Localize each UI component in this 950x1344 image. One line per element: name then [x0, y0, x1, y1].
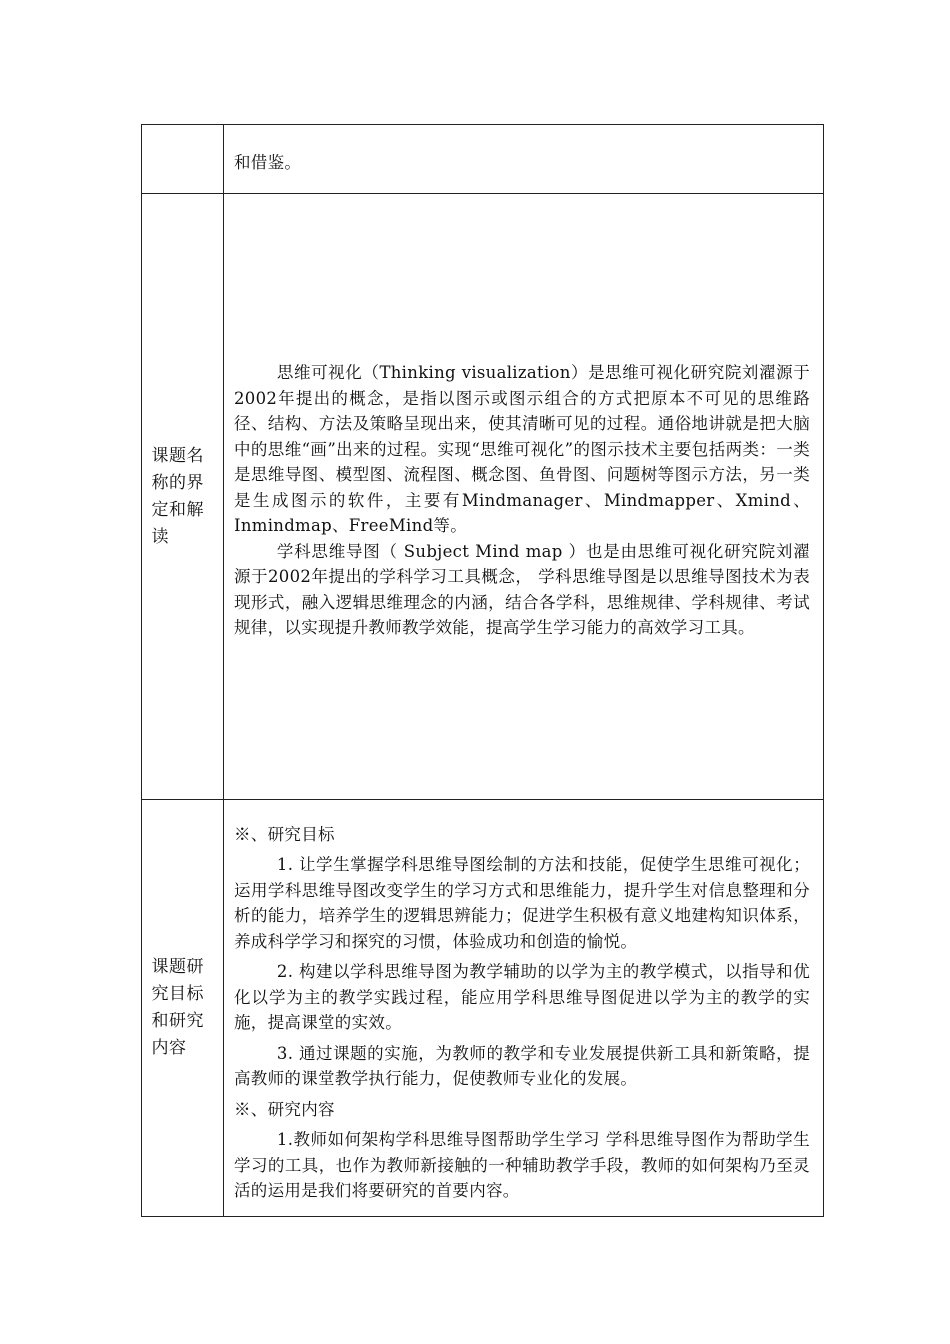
table-row — [142, 800, 824, 1217]
continuation-text: 和借鉴。 — [234, 153, 302, 173]
research-goal-item: 1. 让学生掌握学科思维导图绘制的方法和技能，促使学生思维可视化；运用学科思维导图改变学生的学习方式和思维能力，提升学生对信息整理和分析的能力，培养学生的逻辑思辨能力；促进学生积极有意义地建构知识体系，养成科学学习和探究的习惯，体验成功和创造的愉悦。 — [234, 855, 810, 951]
row-content-cell — [224, 125, 824, 194]
research-content-item: 1.教师如何架构学科思维导图帮助学生学习 学科思维导图作为帮助学生学习的工具，也作为教师新接触的一种辅助教学手段，教师的如何架构乃至灵活的运用是我们将要研究的首要内容。 — [234, 1130, 810, 1200]
table-row — [142, 194, 824, 800]
research-content-heading: ※、研究内容 — [234, 1099, 335, 1119]
research-goal-item: 2. 构建以学科思维导图为教学辅助的以学为主的教学模式，以指导和优化以学为主的教学实践过程，能应用学科思维导图促进以学为主的教学的实施，提高课堂的实效。 — [234, 962, 810, 1032]
row-content-cell — [224, 800, 824, 1217]
research-goals-label: 课题研究目标和研究内容 — [151, 957, 204, 1058]
row-label-cell — [142, 194, 224, 800]
research-goals-heading: ※、研究目标 — [234, 824, 335, 844]
table-row — [142, 125, 824, 194]
subject-mind-map-paragraph: 学科思维导图（ Subject Mind map ）也是由思维可视化研究院刘濯源于2002年提出的学科学习工具概念， 学科思维导图是以思维导图技术为表现形式，融入逻辑思维理念的内涵，结合各学科，思维规律、学科规律、考试规律，以实现提升教师教学效能，提高学生学习能力的高效学习工具。 — [234, 541, 810, 638]
title-definition-label: 课题名称的界定和解读 — [151, 445, 204, 547]
research-proposal-table — [141, 124, 824, 1217]
thinking-visualization-paragraph: 思维可视化（Thinking visualization）是思维可视化研究院刘濯源于2002年提出的概念，是指以图示或图示组合的方式把原本不可见的思维路径、结构、方法及策略呈现出来，使其清晰可见的过程。通俗地讲就是把大脑中的思维“画”出来的过程。实现“思维可视化”的图示技术主要包括两类：一类是思维导图、模型图、流程图、概念图、鱼骨图、问题树等图示方法，另一类是生成图示的软件，主要有Mindmanager、Mindmapper、Xmind、Inmindmap、FreeMind等。 — [234, 363, 810, 536]
row-content-cell — [224, 194, 824, 800]
research-goal-item: 3. 通过课题的实施，为教师的教学和专业发展提供新工具和新策略，提高教师的课堂教学执行能力，促使教师专业化的发展。 — [234, 1043, 810, 1088]
row-label-cell — [142, 800, 224, 1217]
row-label-cell — [142, 125, 224, 194]
